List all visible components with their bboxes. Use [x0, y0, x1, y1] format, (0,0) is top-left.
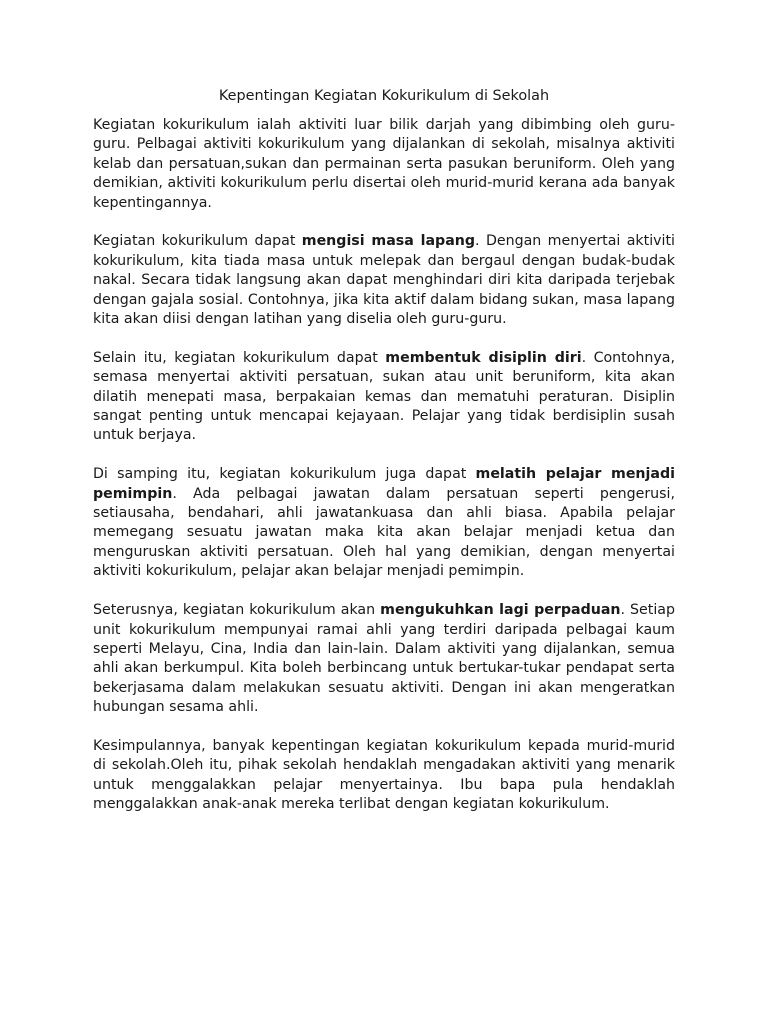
document-title: Kepentingan Kegiatan Kokurikulum di Sekolah [218, 88, 550, 104]
text-run: Kegiatan kokurikulum dapat [93, 233, 302, 250]
text-run: Selain itu, kegiatan kokurikulum dapat [93, 349, 386, 366]
bold-phrase: melatih pelajar menjadi pemimpin [93, 466, 675, 502]
text-run: . Ada pelbagai jawatan dalam persatuan seperti pengerusi, setiausaha, bendahari, ahli jawatankuasa dan ahli biasa. Apabila pelajar memegang sesuatu jawatan maka kita akan belajar menjadi ketua dan menguruskan aktiviti persatuan. Oleh hal yang demikian, dengan menyertai aktiviti kokurikulum, pelajar akan belajar menjadi pemimpin. [93, 485, 675, 580]
paragraph [93, 465, 675, 581]
text-run: . Contohnya, semasa menyertai aktiviti persatuan, sukan atau unit beruniform, kita akan dilatih menepati masa, berpakaian kemas dan mematuhi peraturan. Disiplin sangat penting untuk mencapai kejayaan. Pelajar yang tidak berdisiplin susah untuk berjaya. [93, 349, 675, 444]
text-run: Seterusnya, kegiatan kokurikulum akan [93, 602, 381, 619]
bold-phrase: mengisi masa lapang [301, 233, 476, 250]
paragraph [93, 232, 675, 329]
paragraph [93, 737, 675, 815]
text-run: Kesimpulannya, banyak kepentingan kegiatan kokurikulum kepada murid-murid di sekolah.Oleh itu, pihak sekolah hendaklah mengadakan aktiviti yang menarik untuk menggalakkan pelajar menyertainya. Ibu bapa pula hendaklah menggalakkan anak-anak mereka terlibat dengan kegiatan kokurikulum. [93, 737, 675, 813]
paragraph [93, 116, 675, 213]
paragraph [93, 601, 675, 717]
bold-phrase: membentuk disiplin diri [385, 349, 582, 366]
text-run: . Dengan menyertai aktiviti kokurikulum, kita tiada masa untuk melepak dan bergaul dengan budak-budak nakal. Secara tidak langsung akan dapat menghindari diri kita daripada terjebak dengan gajala sosial. Contohnya, jika kita aktif dalam bidang sukan, masa lapang kita akan diisi dengan latihan yang diselia oleh guru-guru. [93, 233, 675, 328]
text-run: Kegiatan kokurikulum ialah aktiviti luar bilik darjah yang dibimbing oleh guru-guru. Pelbagai aktiviti kokurikulum yang dijalankan di sekolah, misalnya aktiviti kelab dan persatuan,sukan dan permainan serta pasukan beruniform. Oleh yang demikian, aktiviti kokurikulum perlu disertai oleh murid-murid kerana ada banyak kepentingannya. [93, 117, 675, 211]
text-run: Di samping itu, kegiatan kokurikulum juga dapat [93, 466, 476, 483]
bold-phrase: mengukuhkan lagi perpaduan [380, 602, 621, 619]
text-run: . Setiap unit kokurikulum mempunyai ramai ahli yang terdiri daripada pelbagai kaum seperti Melayu, Cina, India dan lain-lain. Dalam aktiviti yang dijalankan, semua ahli akan berkumpul. Kita boleh berbincang untuk bertukar-tukar pendapat serta bekerjasama dalam melakukan sesuatu aktiviti. Dengan ini akan mengeratkan hubungan sesama ahli. [93, 602, 675, 716]
paragraph [93, 349, 675, 446]
document-body [93, 116, 675, 815]
